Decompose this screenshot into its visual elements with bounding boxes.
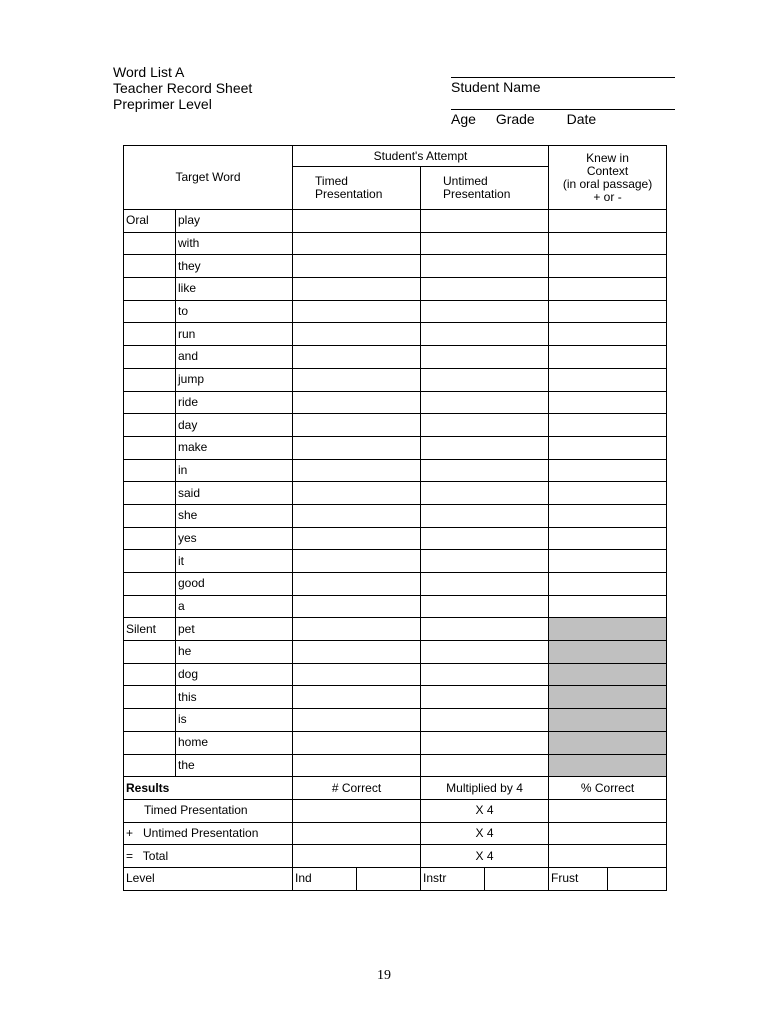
section-cell xyxy=(124,482,176,505)
untimed-attempt-cell[interactable] xyxy=(421,663,549,686)
knew-in-context-cell[interactable] xyxy=(549,595,667,618)
silent-label: Silent xyxy=(124,618,176,641)
untimed-attempt-cell[interactable] xyxy=(421,550,549,573)
section-cell xyxy=(124,731,176,754)
title-line-3: Preprimer Level xyxy=(113,96,212,112)
word-row xyxy=(124,210,667,233)
target-word: day xyxy=(176,414,293,437)
word-row xyxy=(124,323,667,346)
timed-attempt-cell[interactable] xyxy=(293,255,421,278)
student-name-label: Student Name xyxy=(451,79,541,95)
target-word: they xyxy=(176,255,293,278)
target-word: to xyxy=(176,300,293,323)
section-cell xyxy=(124,391,176,414)
untimed-attempt-cell[interactable] xyxy=(421,391,549,414)
section-cell xyxy=(124,459,176,482)
timed-attempt-cell[interactable] xyxy=(293,663,421,686)
section-cell xyxy=(124,414,176,437)
section-cell xyxy=(124,641,176,664)
word-row xyxy=(124,482,667,505)
target-word: she xyxy=(176,504,293,527)
word-row xyxy=(124,754,667,777)
target-word: yes xyxy=(176,527,293,550)
target-word: said xyxy=(176,482,293,505)
knew-in-context-cell[interactable] xyxy=(549,504,667,527)
knew-in-context-cell[interactable] xyxy=(549,436,667,459)
frust-label: Frust xyxy=(549,867,608,890)
target-word: make xyxy=(176,436,293,459)
total-percent-cell[interactable] xyxy=(549,845,667,868)
word-row xyxy=(124,709,667,732)
untimed-attempt-cell[interactable] xyxy=(421,595,549,618)
word-row xyxy=(124,663,667,686)
knew-in-context-cell[interactable] xyxy=(549,278,667,301)
target-word: with xyxy=(176,232,293,255)
target-word: jump xyxy=(176,368,293,391)
timed-attempt-cell[interactable] xyxy=(293,368,421,391)
target-word: the xyxy=(176,754,293,777)
timed-attempt-cell[interactable] xyxy=(293,278,421,301)
untimed-mult: X 4 xyxy=(421,822,549,845)
timed-attempt-cell[interactable] xyxy=(293,232,421,255)
timed-attempt-cell[interactable] xyxy=(293,618,421,641)
knew-in-context-cell[interactable] xyxy=(549,482,667,505)
timed-attempt-cell[interactable] xyxy=(293,573,421,596)
target-word: it xyxy=(176,550,293,573)
instr-cell[interactable] xyxy=(485,867,549,890)
target-word: home xyxy=(176,731,293,754)
knew-in-context-cell[interactable] xyxy=(549,346,667,369)
timed-attempt-cell[interactable] xyxy=(293,595,421,618)
untimed-attempt-cell[interactable] xyxy=(421,459,549,482)
timed-attempt-cell[interactable] xyxy=(293,459,421,482)
knew-in-context-cell[interactable] xyxy=(549,573,667,596)
target-word: like xyxy=(176,278,293,301)
multiplied-header: Multiplied by 4 xyxy=(421,777,549,800)
word-row xyxy=(124,436,667,459)
knew-in-context-cell[interactable] xyxy=(549,232,667,255)
target-word: play xyxy=(176,210,293,233)
section-cell xyxy=(124,663,176,686)
timed-attempt-cell[interactable] xyxy=(293,323,421,346)
timed-attempt-cell[interactable] xyxy=(293,527,421,550)
timed-attempt-cell[interactable] xyxy=(293,300,421,323)
word-row xyxy=(124,595,667,618)
title-line-1: Word List A xyxy=(113,64,185,80)
target-word: is xyxy=(176,709,293,732)
knew-in-context-cell[interactable] xyxy=(549,255,667,278)
untimed-attempt-cell[interactable] xyxy=(421,368,549,391)
knew-in-context-header: Knew in Context (in oral passage) + or - xyxy=(549,146,667,210)
total-correct-cell[interactable] xyxy=(293,845,421,868)
untimed-attempt-cell[interactable] xyxy=(421,754,549,777)
knew-in-context-cell xyxy=(549,709,667,732)
section-cell xyxy=(124,300,176,323)
untimed-attempt-cell[interactable] xyxy=(421,436,549,459)
section-cell xyxy=(124,527,176,550)
timed-attempt-cell[interactable] xyxy=(293,550,421,573)
word-row xyxy=(124,368,667,391)
word-row xyxy=(124,641,667,664)
students-attempt-header: Student's Attempt xyxy=(293,146,549,167)
knew-in-context-cell[interactable] xyxy=(549,368,667,391)
word-row xyxy=(124,232,667,255)
age-label: Age xyxy=(451,111,476,127)
knew-in-context-cell xyxy=(549,641,667,664)
section-cell xyxy=(124,255,176,278)
untimed-attempt-cell[interactable] xyxy=(421,255,549,278)
target-word: good xyxy=(176,573,293,596)
word-row xyxy=(124,414,667,437)
section-cell xyxy=(124,550,176,573)
knew-in-context-cell xyxy=(549,686,667,709)
oral-label: Oral xyxy=(124,210,176,233)
section-cell xyxy=(124,346,176,369)
untimed-attempt-cell[interactable] xyxy=(421,482,549,505)
frust-cell[interactable] xyxy=(608,867,667,890)
untimed-correct-cell[interactable] xyxy=(293,822,421,845)
age-grade-date-line[interactable] xyxy=(451,96,675,110)
grade-label: Grade xyxy=(495,111,535,127)
total-mult: X 4 xyxy=(421,845,549,868)
target-word: and xyxy=(176,346,293,369)
age-grade-date-labels xyxy=(451,110,675,128)
total-result-label: = Total xyxy=(124,845,293,868)
section-cell xyxy=(124,278,176,301)
knew-in-context-cell[interactable] xyxy=(549,414,667,437)
word-row xyxy=(124,686,667,709)
timed-mult: X 4 xyxy=(421,799,549,822)
timed-attempt-cell[interactable] xyxy=(293,754,421,777)
timed-percent-cell[interactable] xyxy=(549,799,667,822)
timed-attempt-cell[interactable] xyxy=(293,210,421,233)
student-name-line[interactable] xyxy=(451,64,675,78)
target-word: this xyxy=(176,686,293,709)
section-cell xyxy=(124,436,176,459)
target-word: a xyxy=(176,595,293,618)
word-row xyxy=(124,346,667,369)
untimed-attempt-cell[interactable] xyxy=(421,278,549,301)
timed-attempt-cell[interactable] xyxy=(293,641,421,664)
section-cell xyxy=(124,323,176,346)
knew-in-context-cell[interactable] xyxy=(549,210,667,233)
timed-attempt-cell[interactable] xyxy=(293,436,421,459)
student-info-block xyxy=(451,64,675,128)
level-label: Level xyxy=(124,867,293,890)
knew-in-context-cell[interactable] xyxy=(549,323,667,346)
knew-in-context-cell[interactable] xyxy=(549,550,667,573)
section-cell xyxy=(124,368,176,391)
untimed-attempt-cell[interactable] xyxy=(421,346,549,369)
word-row xyxy=(124,618,667,641)
word-row xyxy=(124,504,667,527)
ind-label: Ind xyxy=(293,867,357,890)
untimed-percent-cell[interactable] xyxy=(549,822,667,845)
untimed-attempt-cell[interactable] xyxy=(421,504,549,527)
timed-attempt-cell[interactable] xyxy=(293,686,421,709)
knew-in-context-cell[interactable] xyxy=(549,459,667,482)
section-cell xyxy=(124,573,176,596)
knew-in-context-cell[interactable] xyxy=(549,527,667,550)
knew-in-context-cell[interactable] xyxy=(549,300,667,323)
section-cell xyxy=(124,754,176,777)
untimed-attempt-cell[interactable] xyxy=(421,323,549,346)
percent-header: % Correct xyxy=(549,777,667,800)
word-row xyxy=(124,527,667,550)
untimed-attempt-cell[interactable] xyxy=(421,618,549,641)
record-table xyxy=(123,145,667,891)
knew-in-context-cell xyxy=(549,663,667,686)
section-cell xyxy=(124,504,176,527)
word-row xyxy=(124,300,667,323)
timed-attempt-cell[interactable] xyxy=(293,709,421,732)
word-row xyxy=(124,255,667,278)
timed-attempt-cell[interactable] xyxy=(293,346,421,369)
target-word: pet xyxy=(176,618,293,641)
untimed-attempt-cell[interactable] xyxy=(421,686,549,709)
word-row xyxy=(124,731,667,754)
section-cell xyxy=(124,709,176,732)
untimed-attempt-cell[interactable] xyxy=(421,232,549,255)
timed-attempt-cell[interactable] xyxy=(293,414,421,437)
timed-attempt-cell[interactable] xyxy=(293,731,421,754)
timed-attempt-cell[interactable] xyxy=(293,504,421,527)
word-row xyxy=(124,391,667,414)
section-cell xyxy=(124,686,176,709)
word-row xyxy=(124,550,667,573)
timed-correct-cell[interactable] xyxy=(293,799,421,822)
target-word-header: Target Word xyxy=(124,146,293,210)
knew-in-context-cell[interactable] xyxy=(549,391,667,414)
section-cell xyxy=(124,595,176,618)
results-title: Results xyxy=(124,777,293,800)
word-row xyxy=(124,278,667,301)
untimed-attempt-cell[interactable] xyxy=(421,210,549,233)
untimed-attempt-cell[interactable] xyxy=(421,527,549,550)
untimed-attempt-cell[interactable] xyxy=(421,709,549,732)
timed-attempt-cell[interactable] xyxy=(293,391,421,414)
knew-in-context-cell xyxy=(549,618,667,641)
untimed-header: Untimed Presentation xyxy=(421,167,549,210)
untimed-attempt-cell[interactable] xyxy=(421,641,549,664)
timed-result-label: Timed Presentation xyxy=(124,799,293,822)
timed-header: Timed Presentation xyxy=(293,167,421,210)
target-word: in xyxy=(176,459,293,482)
correct-header: # Correct xyxy=(293,777,421,800)
untimed-attempt-cell[interactable] xyxy=(421,414,549,437)
untimed-attempt-cell[interactable] xyxy=(421,573,549,596)
target-word: ride xyxy=(176,391,293,414)
word-row xyxy=(124,459,667,482)
date-label: Date xyxy=(566,111,597,127)
sheet-title-block xyxy=(113,64,252,112)
untimed-result-label: + Untimed Presentation xyxy=(124,822,293,845)
timed-attempt-cell[interactable] xyxy=(293,482,421,505)
instr-label: Instr xyxy=(421,867,485,890)
word-row xyxy=(124,573,667,596)
ind-cell[interactable] xyxy=(357,867,421,890)
untimed-attempt-cell[interactable] xyxy=(421,731,549,754)
page-number: 19 xyxy=(377,968,391,983)
target-word: he xyxy=(176,641,293,664)
target-word: run xyxy=(176,323,293,346)
untimed-attempt-cell[interactable] xyxy=(421,300,549,323)
knew-in-context-cell xyxy=(549,754,667,777)
section-cell xyxy=(124,232,176,255)
knew-in-context-cell xyxy=(549,731,667,754)
title-line-2: Teacher Record Sheet xyxy=(113,80,253,96)
target-word: dog xyxy=(176,663,293,686)
